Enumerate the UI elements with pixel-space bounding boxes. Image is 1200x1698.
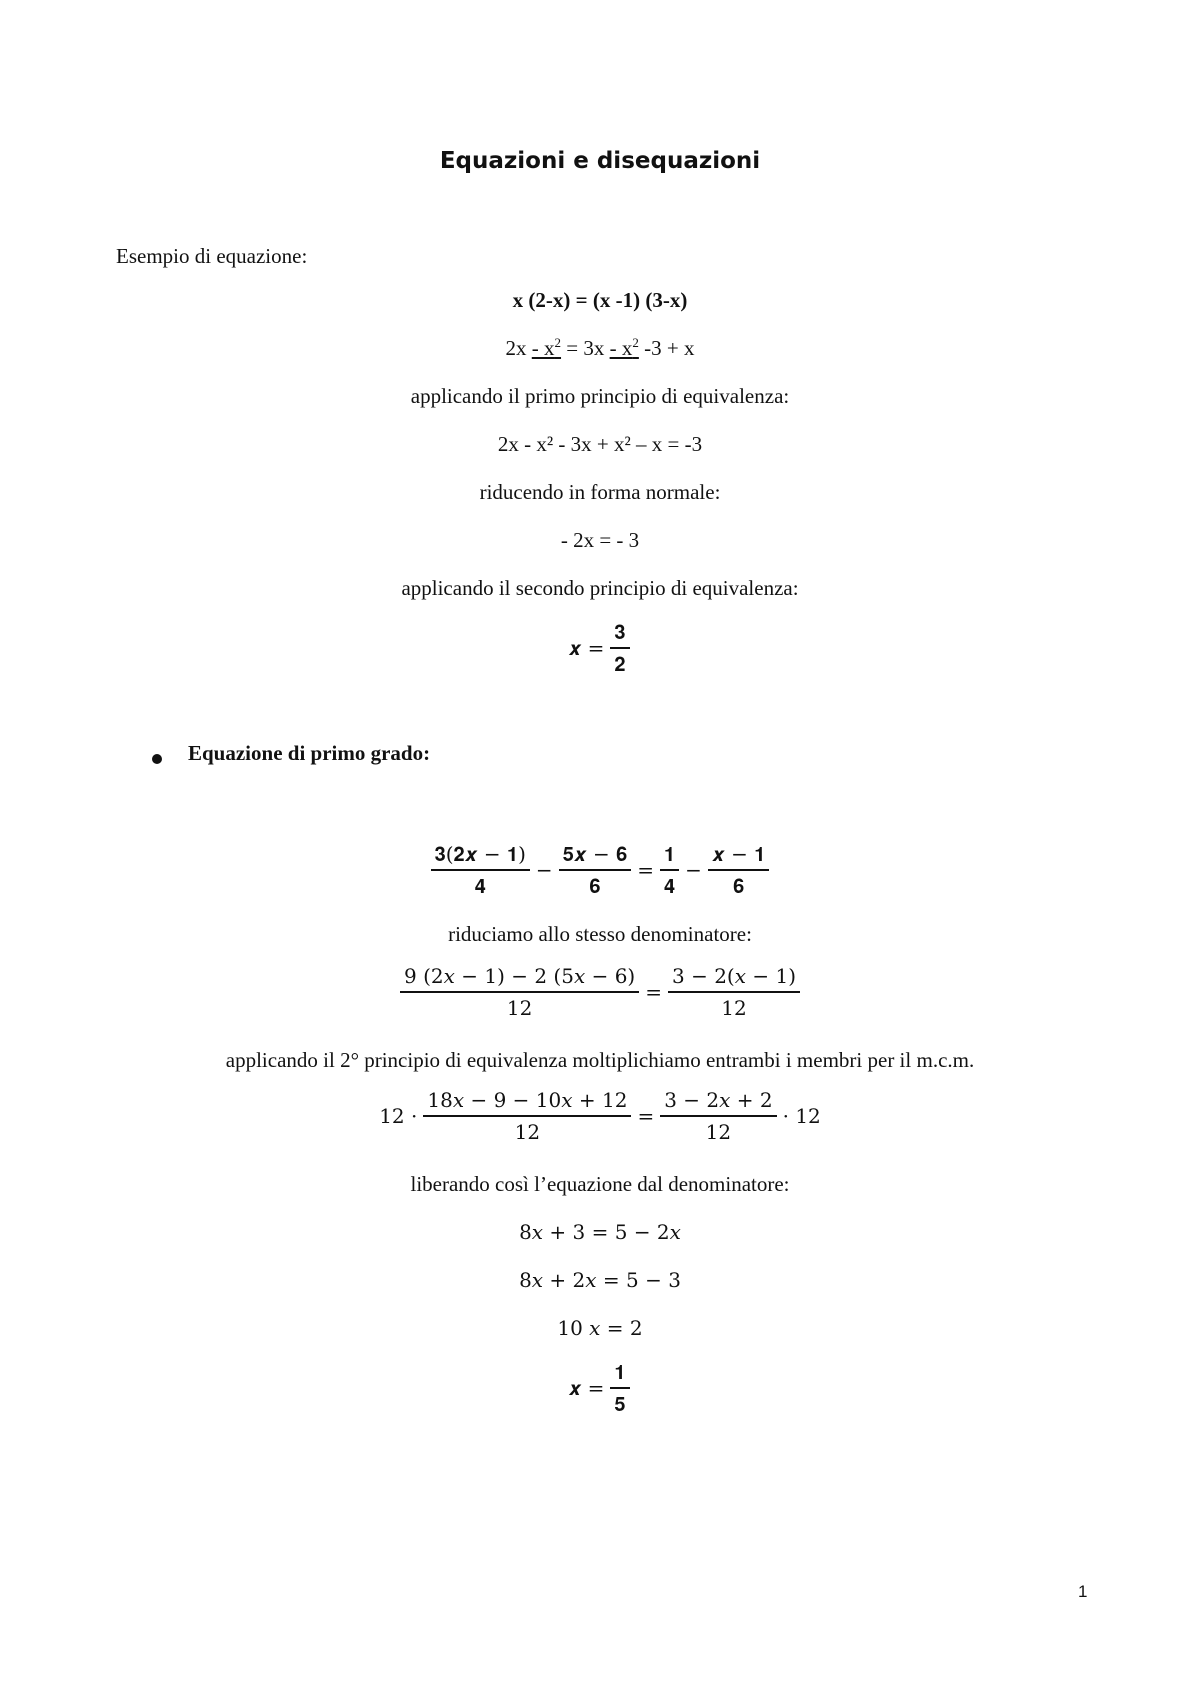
first-degree-text-3: liberando così l’equazione dal denominatore: xyxy=(410,1172,790,1196)
eq2-part-e: -3 + x xyxy=(638,336,695,360)
first-degree-equation-6: 10 𝑥 = 2 xyxy=(557,1316,643,1340)
first-degree-equation-2: $\frac{\text{9 (2𝑥 − 1) − 2 (5𝑥 − 6)}}{12}$ = $\frac{\text{3 − 2(𝑥 − 1)}}{12}$ xyxy=(0,964,1200,1020)
eq2-part-a: 2x xyxy=(505,336,532,360)
section-heading: Equazione di primo grado: xyxy=(188,741,431,765)
first-degree-equation-5: 8𝑥 + 2𝑥 = 5 − 3 xyxy=(519,1268,681,1292)
intro-label: Esempio di equazione: xyxy=(116,244,308,268)
example-text-1: applicando il primo principio di equivalenza: xyxy=(410,384,790,408)
eq2-part-d: - $x^2$ xyxy=(609,335,639,360)
bullet-icon xyxy=(152,754,162,764)
page-title: Equazioni e disequazioni xyxy=(439,148,761,174)
first-degree-text-1: riduciamo allo stesso denominatore: xyxy=(448,922,752,946)
example-equation-2 xyxy=(0,336,1200,361)
page-number: 1 xyxy=(1078,1582,1088,1601)
example-text-3: applicando il secondo principio di equivalenza: xyxy=(401,576,799,600)
first-degree-equation-1: $\frac{\text{𝟑(𝟐𝒙 − 𝟏)}}{𝟒}$ − $\frac{\text{𝟓𝒙 − 𝟔}}{𝟔}$ = $\frac{𝟏}{𝟒}$ − $\frac{\text{𝒙 − 𝟏}}{𝟔}$ xyxy=(0,842,1200,898)
example-equation-4: - 2x = - 3 xyxy=(560,528,640,552)
example-solution: 𝒙 = $\frac{𝟑}{𝟐}$ xyxy=(0,620,1200,676)
first-degree-equation-4: 8𝑥 + 3 = 5 − 2𝑥 xyxy=(519,1220,681,1244)
first-degree-text-2: applicando il 2° principio di equivalenza moltiplichiamo entrambi i membri per il m.c.m. xyxy=(225,1048,975,1072)
first-degree-solution: 𝒙 = $\frac{𝟏}{𝟓}$ xyxy=(0,1360,1200,1416)
example-equation-3: 2x - x² - 3x + x² – x = -3 xyxy=(497,432,703,456)
example-equation-1: x (2-x) = (x -1) (3-x) xyxy=(512,288,688,312)
eq2-part-b: - $x^2$ xyxy=(531,335,562,360)
first-degree-equation-3: 12 · $\frac{\text{18𝑥 − 9 − 10𝑥 + 12}}{12}$ = $\frac{\text{3 − 2𝑥 + 2}}{12}$ · 12 xyxy=(379,1088,821,1144)
eq2-part-c: = 3x xyxy=(561,336,610,360)
example-text-2: riducendo in forma normale: xyxy=(479,480,721,504)
